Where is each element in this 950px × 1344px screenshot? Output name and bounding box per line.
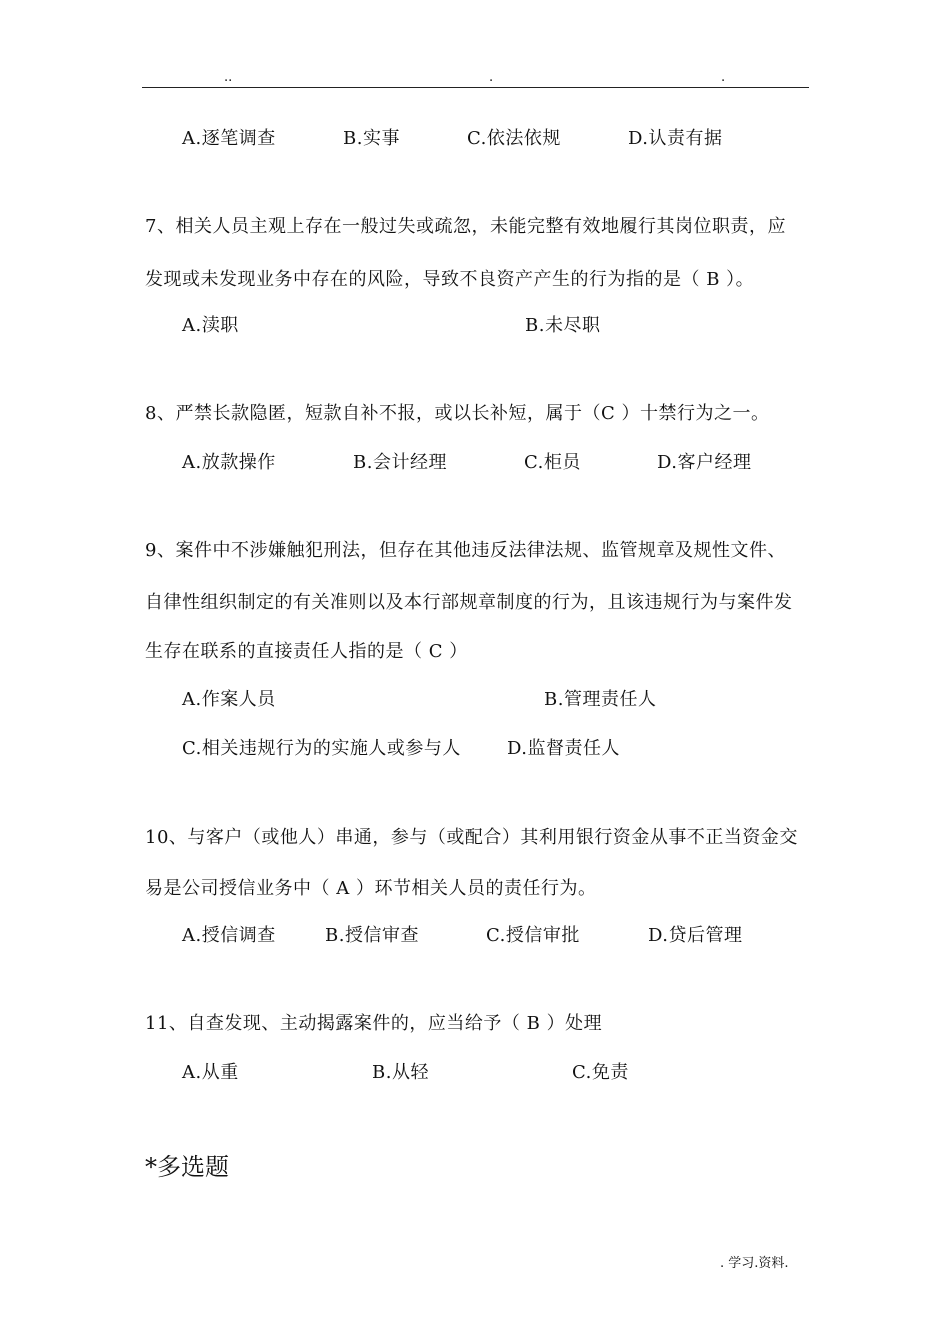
section-title-multiple-choice: *多选题 <box>145 1153 229 1181</box>
q6-option-d: D.认责有据 <box>628 128 723 149</box>
header-mark-center: . <box>489 70 494 85</box>
q9-text-line2: 自律性组织制定的有关准则以及本行部规章制度的行为，且该违规行为与案件发 <box>145 592 793 613</box>
q7-text-line2: 发现或未发现业务中存在的风险，导致不良资产产生的行为指的是（ B ）。 <box>145 269 755 290</box>
q10-option-a: A.授信调查 <box>182 925 276 946</box>
q8-text-line1: 8、严禁长款隐匿，短款自补不报，或以长补短，属于（C ）十禁行为之一。 <box>145 403 770 424</box>
q9-text-line3: 生存在联系的直接责任人指的是（ C ） <box>145 641 468 662</box>
q9-option-c: C.相关违规行为的实施人或参与人 <box>182 738 461 759</box>
header-mark-right: . <box>721 70 726 85</box>
q6-option-b: B.实事 <box>343 128 400 149</box>
header-rule <box>142 87 809 88</box>
q6-option-c: C.依法依规 <box>467 128 561 149</box>
q10-option-c: C.授信审批 <box>486 925 580 946</box>
q7-text-line1: 7、相关人员主观上存在一般过失或疏忽，未能完整有效地履行其岗位职责，应 <box>145 216 786 237</box>
q8-option-c: C.柜员 <box>524 452 581 473</box>
q11-option-c: C.免责 <box>572 1062 629 1083</box>
q10-text-line2: 易是公司授信业务中（ A ）环节相关人员的责任行为。 <box>145 878 597 899</box>
q8-option-d: D.客户经理 <box>657 452 752 473</box>
q9-text-line1: 9、案件中不涉嫌触犯刑法，但存在其他违反法律法规、监管规章及规性文件、 <box>145 540 786 561</box>
q11-option-b: B.从轻 <box>372 1062 429 1083</box>
q9-option-a: A.作案人员 <box>182 689 276 710</box>
q6-option-a: A.逐笔调查 <box>182 128 276 149</box>
q10-option-d: D.贷后管理 <box>648 925 743 946</box>
q9-option-d: D.监督责任人 <box>507 738 621 759</box>
q10-text-line1: 10、与客户（或他人）串通，参与（或配合）其利用银行资金从事不正当资金交 <box>145 827 798 848</box>
q7-option-a: A.渎职 <box>182 315 239 336</box>
q11-option-a: A.从重 <box>182 1062 239 1083</box>
q7-option-b: B.未尽职 <box>525 315 601 336</box>
page-footer: . 学习.资料. <box>720 1256 789 1271</box>
header-mark-left: .. <box>224 70 233 85</box>
q9-option-b: B.管理责任人 <box>544 689 657 710</box>
q10-option-b: B.授信审查 <box>325 925 419 946</box>
q8-option-a: A.放款操作 <box>182 452 276 473</box>
q8-option-b: B.会计经理 <box>353 452 447 473</box>
q11-text-line1: 11、自查发现、主动揭露案件的，应当给予（ B ）处理 <box>145 1013 603 1034</box>
